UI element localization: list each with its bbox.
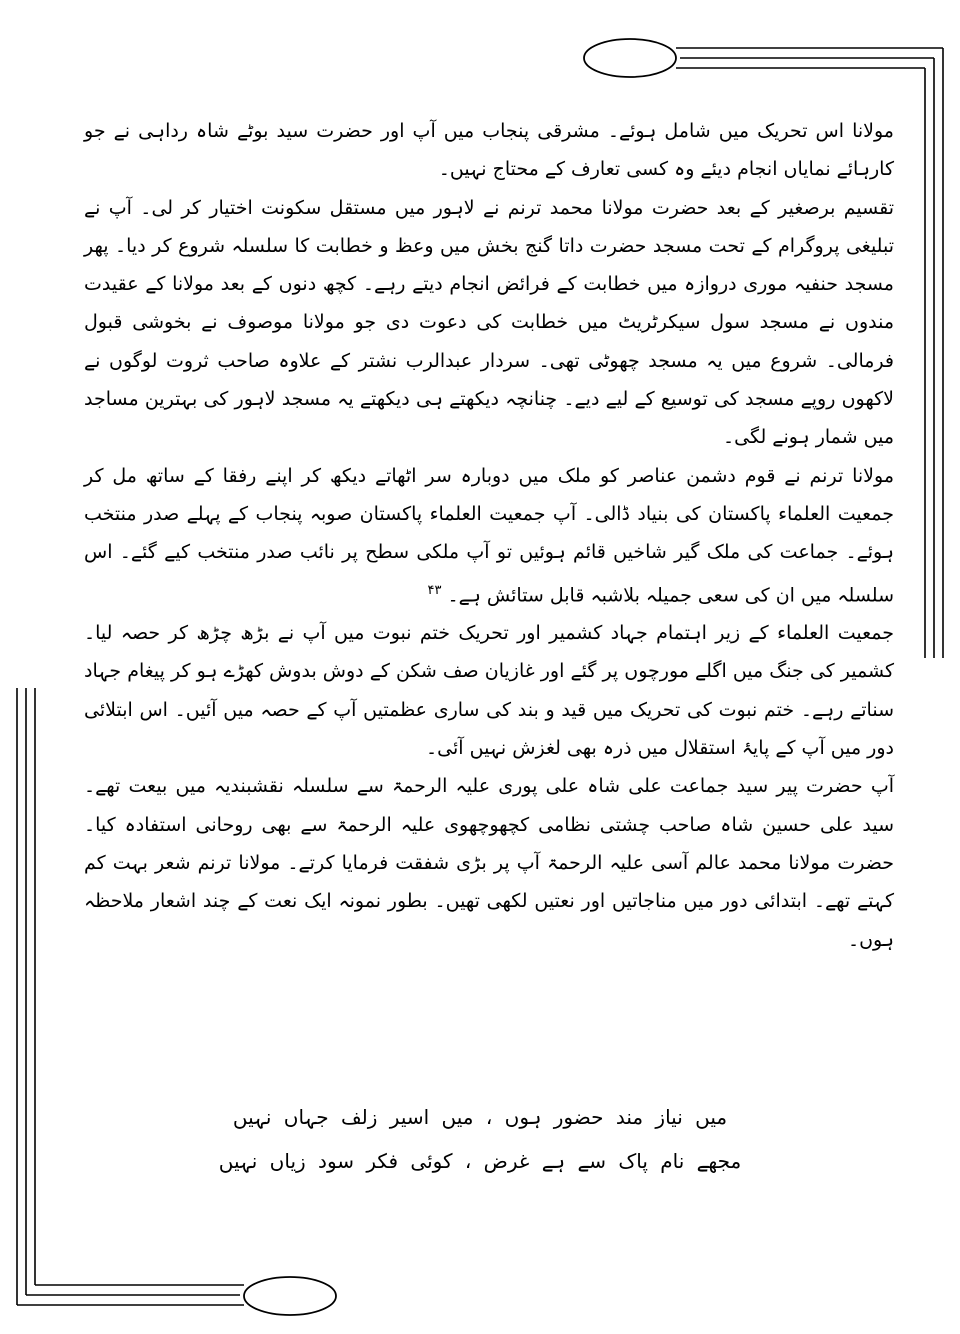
article-body <box>84 112 894 959</box>
paragraph-5: آپ حضرت پیر سید جماعت علی شاہ علی پوری علیہ الرحمۃ سے سلسلہ نقشبندیہ میں بیعت تھے۔ سید علی حسین شاہ صاحب چشتی نظامی کچھوچھوی علیہ الرحمۃ سے بھی روحانی استفادہ کیا۔ حضرت مولانا محمد عالم آسی علیہ الرحمۃ آپ پر بڑی شفقت فرمایا کرتے۔ مولانا ترنم شعر بہت کم کہتے تھے۔ ابتدائی دور میں مناجاتیں اور نعتیں لکھی تھیں۔ بطور نمونہ ایک نعت کے چند اشعار ملاحظہ ہوں۔ <box>84 775 894 951</box>
verse-line-1: میں نیاز مند حضور ہوں ، میں اسیر زلف جہاں نہیں <box>232 1105 728 1129</box>
paragraph-4: جمعیت العلماء کے زیر اہتمام جہاد کشمیر اور تحریک ختم نبوت میں آپ نے بڑھ چڑھ کر حصہ لیا۔ کشمیر کی جنگ میں اگلے مورچوں پر گئے اور غازیان صف شکن کے دوش بدوش کھڑے ہو کر پیغام جہاد سناتے رہے۔ ختم نبوت کی تحریک میں قید و بند کی ساری عظمتیں آپ کے حصہ میں آئیں۔ اس ابتلائی دور میں آپ کے پایۂ استقلال میں ذرہ بھی لغزش نہیں آئی۔ <box>84 622 894 760</box>
paragraph-3-text: مولانا ترنم نے قوم دشمن عناصر کو ملک میں دوبارہ سر اٹھاتے دیکھ کر اپنے رفقا کے ساتھ مل کر جمعیت العلماء پاکستان کی بنیاد ڈالی۔ آپ جمعیت العلماء پاکستان صوبہ پنجاب کے پہلے صدر منتخب ہوئے۔ جماعت کی ملک گیر شاخیں قائم ہوئیں تو آپ ملکی سطح پر نائب صدر منتخب کیے گئے۔ اس سلسلہ میں ان کی سعی جمیلہ بلاشبہ قابل ستائش ہے۔ <box>84 464 894 606</box>
paragraph-2: تقسیم برصغیر کے بعد حضرت مولانا محمد ترنم نے لاہور میں مستقل سکونت اختیار کر لی۔ آپ نے تبلیغی پروگرام کے تحت مسجد حضرت داتا گنج بخش میں وعظ و خطابت کا سلسلہ شروع کر دیا۔ پھر مسجد حنفیہ موری دروازہ میں خطابت کے فرائض انجام دیتے رہے۔ کچھ دنوں کے بعد مولانا کے عقیدت مندوں نے مسجد سول سیکرٹریٹ میں خطابت کی دعوت دی جو مولانا موصوف نے بخوشی قبول فرمالی۔ شروع میں یہ مسجد چھوٹی تھی۔ سردار عبدالرب نشتر کے علاوہ صاحب ثروت لوگوں نے لاکھوں روپے مسجد کی توسیع کے لیے دیے۔ چنانچہ دیکھتے ہی دیکھتے یہ مسجد لاہور کی بہترین مساجد میں شمار ہونے لگی۔ <box>84 196 894 449</box>
verse-line-2: مجھے نام پاک سے ہے غرض ، کوئی فکر سود زیاں نہیں <box>218 1149 742 1173</box>
footnote-reference: ۴۳ <box>427 582 442 598</box>
poetry-couplets <box>160 1095 800 1183</box>
paragraph-1: مولانا اس تحریک میں شامل ہوئے۔ مشرقی پنجاب میں آپ اور حضرت سید بوٹے شاہ رداہی نے جو کارہائے نمایاں انجام دیئے وہ کسی تعارف کے محتاج نہیں۔ <box>84 120 894 181</box>
paragraph-3 <box>84 457 894 615</box>
